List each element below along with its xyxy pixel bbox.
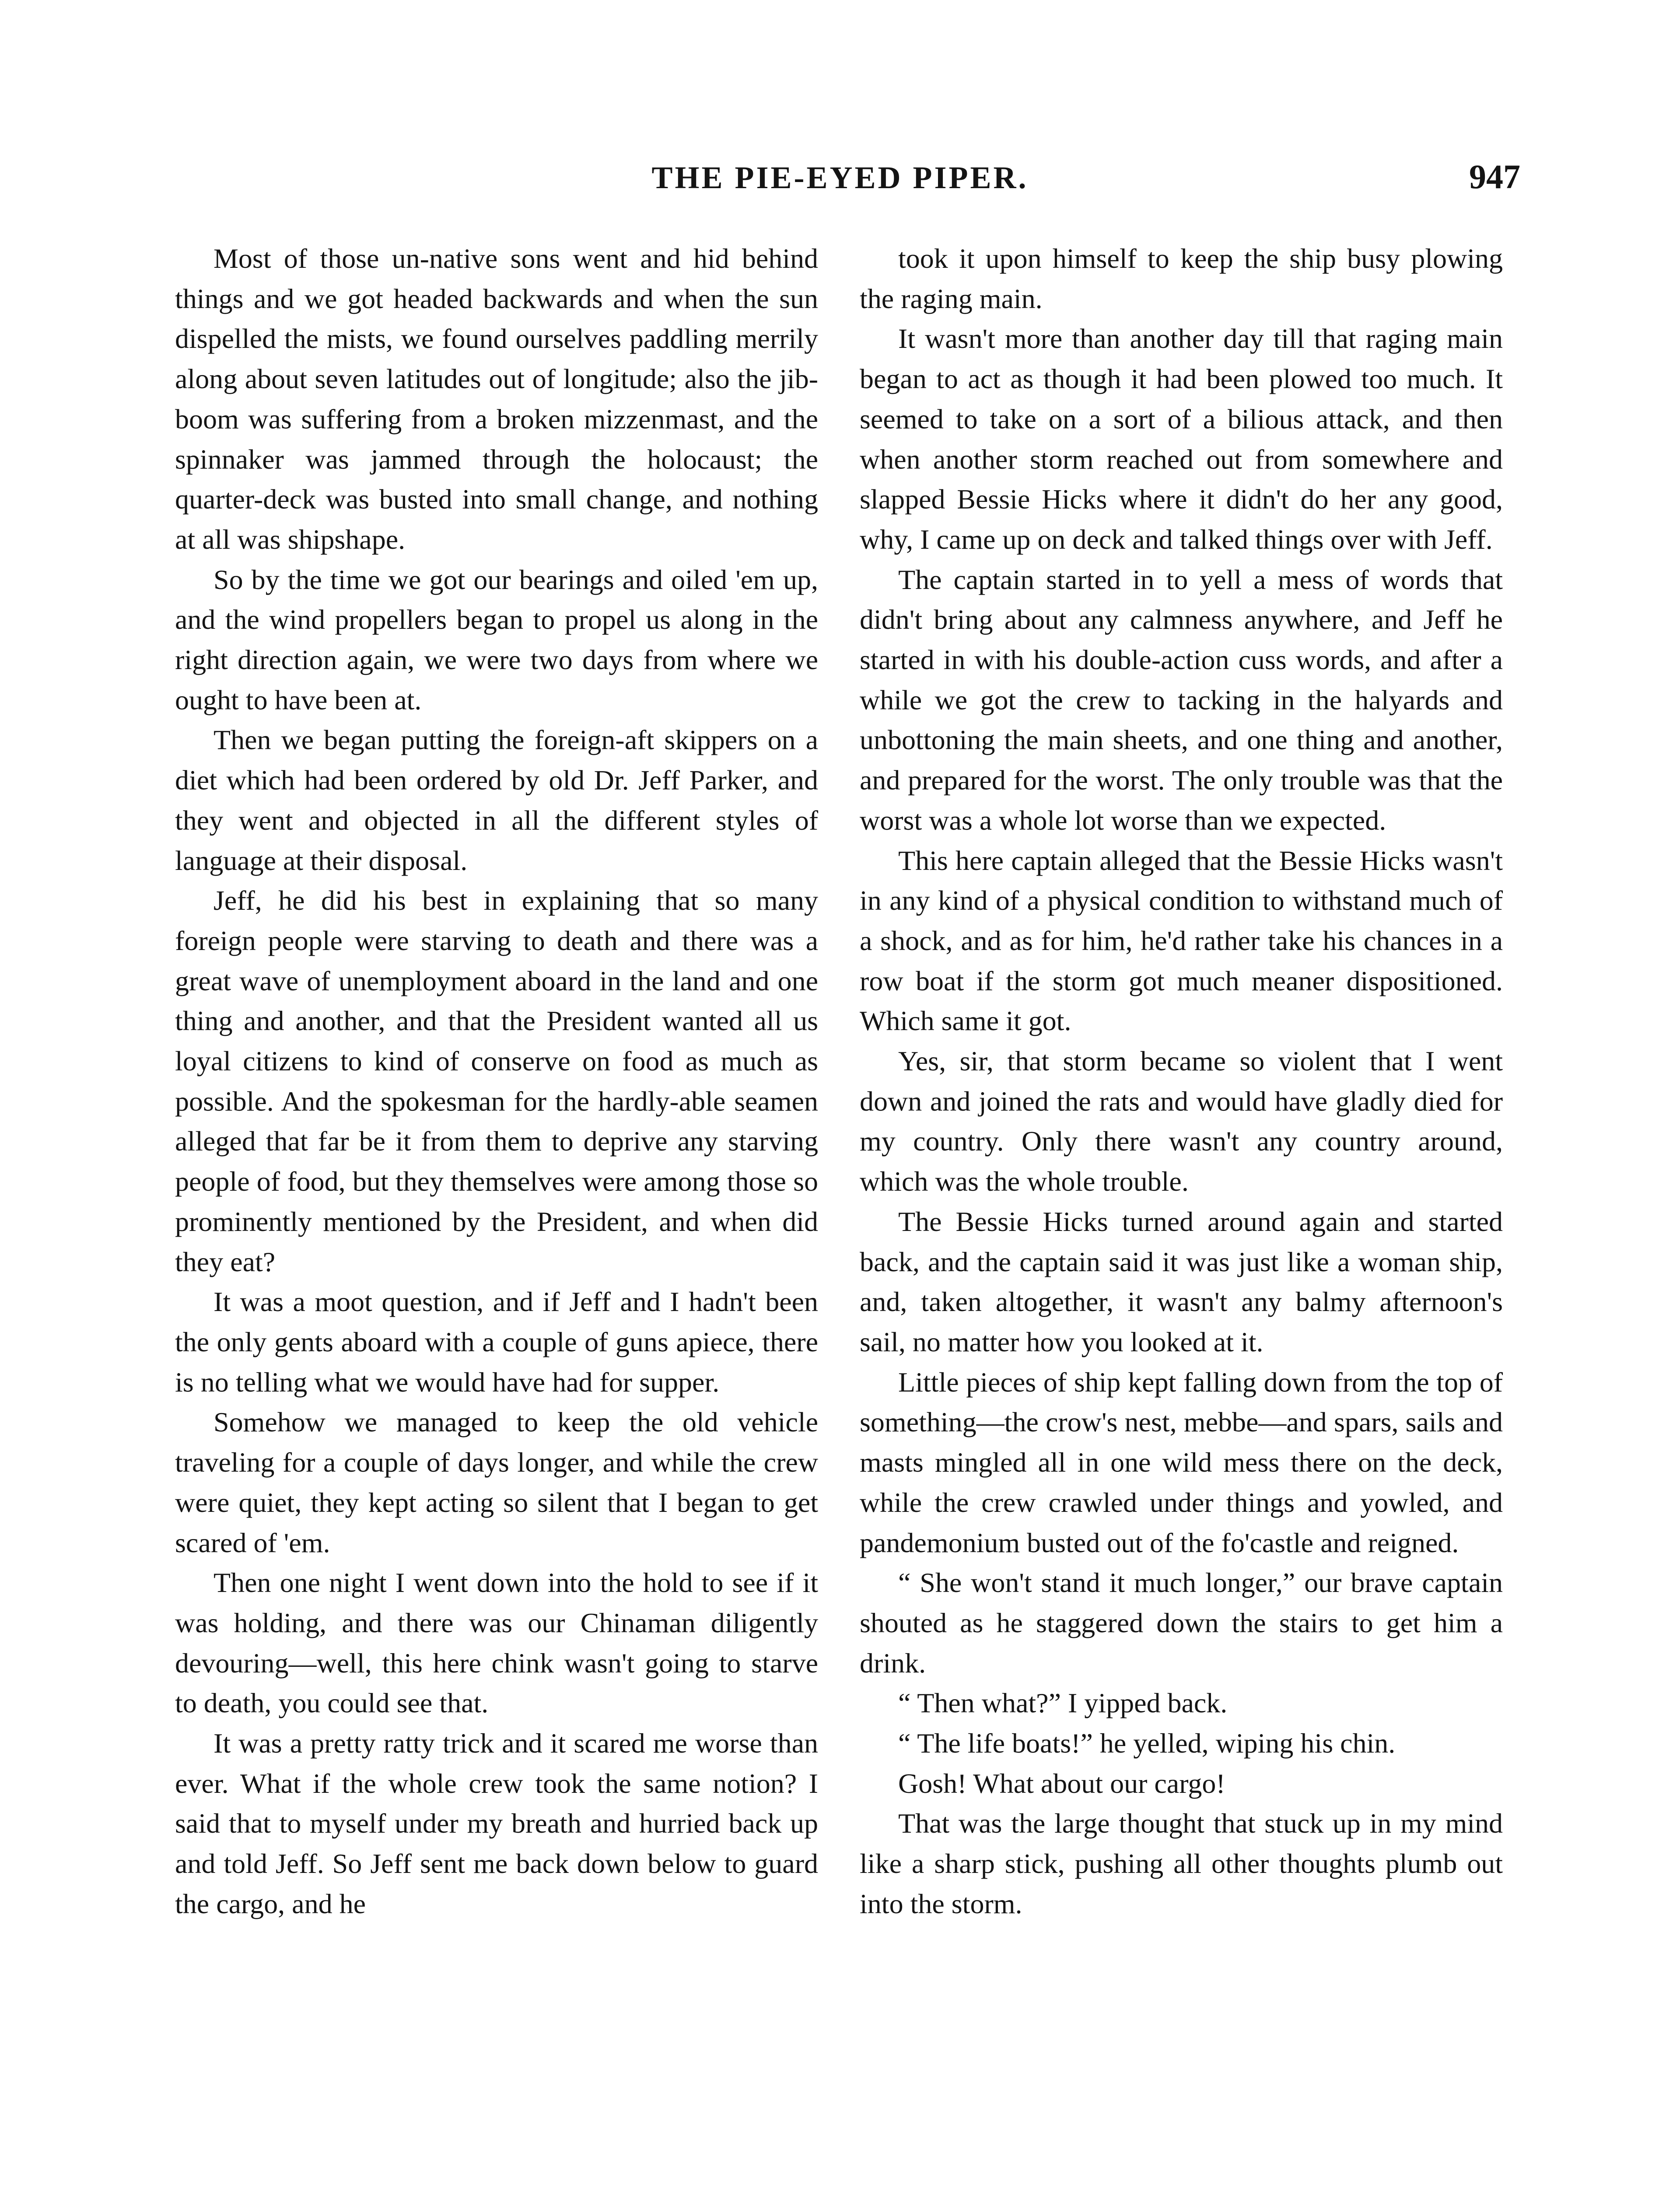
- paragraph: It was a moot question, and if Jeff and I hadn't been the only gents aboard with a couple of guns apiece, there is no telling what we would have had for supper.: [175, 1286, 818, 1398]
- paragraph: “ The life boats!” he yelled, wiping his chin.: [898, 1728, 1396, 1759]
- paragraph: “ She won't stand it much longer,” our brave captain shouted as he staggered down the stairs to get him a drink.: [860, 1567, 1503, 1679]
- running-header-title: THE PIE-EYED PIPER.: [651, 160, 1029, 195]
- paragraph: Yes, sir, that storm became so violent that I went down and joined the rats and would have gladly died for my country. Only there wasn't any country around, which was the whole trouble.: [860, 1045, 1503, 1197]
- paragraph: Most of those un-native sons went and hid behind things and we got headed backwards and when the sun dispelled the mists, we found ourselves paddling merrily along about seven latitudes out of longitude; also the jib-boom was suffering from a broken mizzenmast, and the spinnaker was jammed through the holocaust; the quarter-deck was busted into small change, and nothing at all was shipshape.: [175, 243, 818, 555]
- paragraph: Then one night I went down into the hold to see if it was holding, and there was our Chinaman diligently devouring—well, this here chink wasn't going to starve to death, you could see that.: [175, 1567, 818, 1719]
- paragraph: This here captain alleged that the Bessie Hicks wasn't in any kind of a physical condition to withstand much of a shock, and as for him, he'd rather take his chances in a row boat if the storm got much meaner dispositioned. Which same it got.: [860, 845, 1503, 1037]
- paragraph: Gosh! What about our cargo!: [898, 1767, 1225, 1799]
- paragraph: It wasn't more than another day till that raging main began to act as though it had been plowed too much. It seemed to take on a sort of a bilious attack, and then when another storm reached out from somewhere and slapped Bessie Hicks where it didn't do her any good, why, I came up on deck and talked things over with Jeff.: [860, 323, 1503, 555]
- paragraph: So by the time we got our bearings and oiled 'em up, and the wind propellers began to propel us along in the right direction again, we were two days from where we ought to have been at.: [175, 564, 818, 715]
- paragraph: Jeff, he did his best in explaining that so many foreign people were starving to death and there was a great wave of unemployment aboard in the land and one thing and another, and that the President wanted all us loyal citizens to kind of conserve on food as much as possible. And the spokesman for the hardly-able seamen alleged that far be it from them to deprive any starving people of food, but they themselves were among those so prominently mentioned by the President, and when did they eat?: [175, 885, 818, 1277]
- left-text-column: [175, 238, 818, 1924]
- paragraph: “ Then what?” I yipped back.: [898, 1687, 1228, 1719]
- paragraph: Little pieces of ship kept falling down from the top of something—the crow's nest, mebbe—and spars, sails and masts mingled all in one wild mess there on the deck, while the crew crawled under things and yowled, and pandemonium busted out of the fo'castle and reigned.: [860, 1366, 1503, 1558]
- page-number: 947: [1469, 158, 1520, 196]
- paragraph: It was a pretty ratty trick and it scared me worse than ever. What if the whole crew took the same notion? I said that to myself under my breath and hurried back up and told Jeff. So Jeff sent me back down below to guard the cargo, and he: [175, 1728, 818, 1919]
- paragraph: The captain started in to yell a mess of words that didn't bring about any calmness anywhere, and Jeff he started in with his double-action cuss words, and after a while we got the crew to tacking in the halyards and unbottoning the main sheets, and one thing and another, and prepared for the worst. The only trouble was that the worst was a whole lot worse than we expected.: [860, 564, 1503, 836]
- paragraph: took it upon himself to keep the ship busy plowing the raging main.: [860, 243, 1503, 314]
- paragraph: Somehow we managed to keep the old vehicle traveling for a couple of days longer, and while the crew were quiet, they kept acting so silent that I began to get scared of 'em.: [175, 1406, 818, 1558]
- paragraph: That was the large thought that stuck up in my mind like a sharp stick, pushing all other thoughts plumb out into the storm.: [860, 1808, 1503, 1919]
- right-text-column: [860, 238, 1503, 1924]
- paragraph: The Bessie Hicks turned around again and started back, and the captain said it was just like a woman ship, and, taken altogether, it wasn't any balmy afternoon's sail, no matter how you looked at it.: [860, 1206, 1503, 1357]
- paragraph: Then we began putting the foreign-aft skippers on a diet which had been ordered by old Dr. Jeff Parker, and they went and objected in all the different styles of language at their disposal.: [175, 724, 818, 876]
